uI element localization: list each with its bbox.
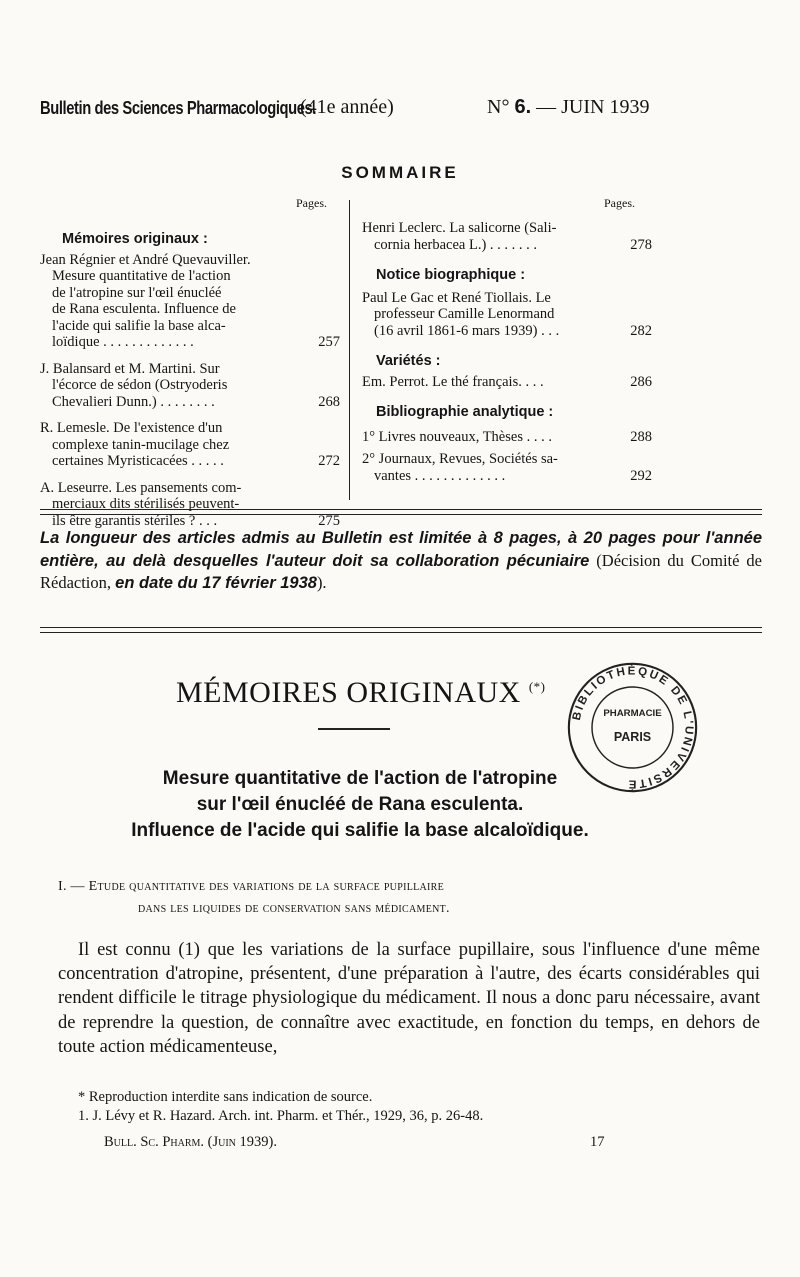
editorial-notice: La longueur des articles admis au Bulletin est limitée à 8 pages, à 20 pages pour l'année entière, au delà desquelles l'auteur doit sa collaboration pécuniaire (Décision du Comité de Rédaction, en date du 17 février 1938). [40, 529, 762, 592]
toc-entry [40, 252, 340, 351]
toc-section-varietes: Variétés : [376, 353, 441, 369]
footnote-one: 1. J. Lévy et R. Hazard. Arch. int. Pharm. et Thér., 1929, 36, p. 26-48. [78, 1108, 484, 1124]
toc-line: merciaux dits stérilisés peuvent- [52, 496, 240, 512]
toc-line: vantes . . . . . . . . . . . . . [374, 467, 506, 484]
footnote-star: * Reproduction interdite sans indication de source. [78, 1089, 373, 1105]
toc-page: 286 [630, 373, 652, 390]
toc-left-column [40, 231, 340, 529]
toc-line: Henri Leclerc. La salicorne (Sali- [362, 220, 557, 236]
svg-text:PHARMACIE: PHARMACIE [603, 707, 662, 719]
toc-line: Paul Le Gac et René Tiollais. Le [362, 289, 551, 306]
toc-line: Em. Perrot. Le thé français. . . . [362, 373, 544, 390]
toc-page: 282 [630, 322, 652, 339]
journal-title: Bulletin des Sciences Pharmacologiques. [40, 98, 317, 118]
toc-line: l'écorce de sédon (Ostryoderis [52, 377, 228, 393]
toc-line: 1° Livres nouveaux, Thèses . . . . [362, 428, 552, 445]
toc-section-memoires: Mémoires originaux : [62, 231, 208, 247]
toc-section-bibliographie: Bibliographie analytique : [376, 404, 554, 420]
pages-label-left: Pages. [296, 196, 327, 210]
toc-line: Jean Régnier et André Quevauviller. [40, 251, 251, 268]
toc-line: l'acide qui salifie la base alca- [52, 317, 226, 334]
toc-page: 278 [630, 236, 652, 253]
memoires-originaux-heading: MÉMOIRES ORIGINAUX (*) [176, 676, 546, 709]
toc-line: cornia herbacea L.) . . . . . . . [374, 236, 538, 253]
toc-page: 275 [318, 512, 340, 529]
toc-line: J. Balansard et M. Martini. Sur [40, 360, 220, 377]
page-number: 17 [590, 1134, 605, 1150]
toc-entry [40, 420, 340, 470]
toc-line: ils être garantis stériles ? . . . [52, 512, 218, 529]
year-label: (41e année) [300, 96, 394, 118]
svg-text:PARIS: PARIS [613, 730, 652, 744]
double-rule [40, 627, 762, 633]
column-divider [349, 200, 350, 500]
toc-line: loïdique . . . . . . . . . . . . . [52, 334, 194, 350]
pages-label-right: Pages. [604, 196, 635, 210]
toc-line: professeur Camille Lenormand [374, 306, 555, 322]
toc-section-notice: Notice biographique : [376, 267, 526, 283]
toc-line: (16 avril 1861-6 mars 1939) . . . [374, 322, 560, 339]
toc-line: Mesure quantitative de l'action [52, 268, 231, 284]
title-underline [318, 728, 390, 730]
toc-line: 2° Journaux, Revues, Sociétés sa- [362, 451, 558, 467]
running-footer: Bull. Sc. Pharm. (Juin 1939). [104, 1134, 277, 1150]
article-body: Il est connu (1) que les variations de la surface pupillaire, sous l'influence d'une même concentration d'atropine, présentent, d'une préparation à l'autre, des écarts considérables qui rendent difficile le titrage physiologique du médicament. Il nous a donc paru nécessaire, avant de reprendre la question, de connaître avec exactitude, en fonction du temps, en dehors de toute action médicamenteuse, [58, 940, 760, 1057]
article-title: Mesure quantitative de l'action de l'atropine sur l'œil énucléé de Rana esculenta. Influence de l'acide qui salifie la base alcaloïdique. [131, 768, 589, 841]
toc-line: de Rana esculenta. Influence de [52, 301, 236, 317]
toc-line: certaines Myristicacées . . . . . [52, 453, 224, 469]
toc-page: 268 [318, 393, 340, 410]
toc-page: 288 [630, 428, 652, 445]
issue-number: N° 6. — JUIN 1939 [487, 96, 650, 118]
toc-entry [40, 480, 340, 530]
toc-page: 272 [318, 453, 340, 469]
toc-page: 257 [318, 334, 340, 350]
toc-page: 292 [630, 467, 652, 484]
svg-text:BIBLIOTHÈQUE DE L'UNIVERSITÉ: BIBLIOTHÈQUE DE L'UNIVERSITÉ [570, 665, 695, 790]
toc-right-column [362, 220, 652, 484]
sommaire-title: SOMMAIRE [341, 163, 459, 182]
toc-line: A. Leseurre. Les pansements com- [40, 479, 242, 496]
toc-line: R. Lemesle. De l'existence d'un [40, 420, 223, 436]
toc-entry [40, 361, 340, 411]
double-rule [40, 509, 762, 515]
section-heading: I. — Etude quantitative des variations de la surface pupillaire dans les liquides de conservation sans médicament. [58, 879, 450, 916]
toc-line: de l'atropine sur l'œil énucléé [52, 284, 222, 301]
toc-line: complexe tanin-mucilage chez [52, 436, 230, 453]
toc-line: Chevalieri Dunn.) . . . . . . . . [52, 393, 215, 410]
